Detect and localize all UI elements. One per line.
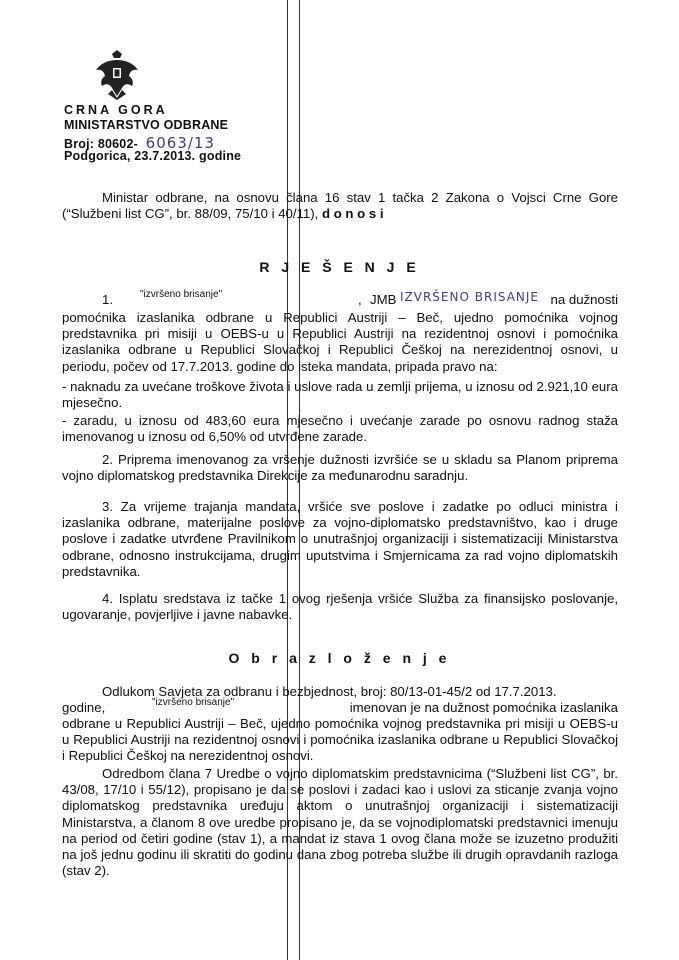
item4-paragraph — [62, 591, 618, 623]
item1-number: 1. — [102, 292, 113, 307]
item1-jmb-label: JMB — [370, 292, 397, 307]
item3-paragraph — [62, 499, 618, 580]
reason2-text: Odredbom člana 7 Uredbe o vojno diplomatskim predstavnicima (“Službeni list CG”, br. 43/08, 17/10 i 55/12), propisano je da se poslovi i zadaci kao i uslovi za sticanje zvanja vojno diplomatskog predstavnika uređuju aktom o unutrašnjoj organizaciji i sistematizaciji Ministarstva, a članom 8 ove uredbe propisano je, da se vojnodiplomatski predstavnici imenuju na period od četiri godine (stav 1), a mandat iz stava 1 ovog člana može se izuzetno produžiti na još jednu godinu ili skratiti do godinu dana zbog potreba službe ili drugih opravdanih razloga (stav 2). — [62, 766, 618, 879]
intro-text: Ministar odbrane, na osnovu člana 16 stav 1 tačka 2 Zakona o Vojsci Crne Gore (“Službeni list CG”, br. 88/09, 75/10 i 40/11), — [62, 190, 618, 222]
header-place-date: Podgorica, 23.7.2013. godine — [64, 149, 242, 163]
item3-text: 3. Za vrijeme trajanja mandata, vršiće sve poslove i zadatke po odluci ministra i izaslanika odbrane, materijalne poslove za vojno-diplomatsko predstavništvo, kao i druge poslove i zadatke utvrđene Pravilnikom o unutrašnjoj organizaciji i sistematizaciji Ministarstva odbrane, odnosno instrukcijama, drugim uputstvima i Smjernicama za rad vojno diplomatskih predstavnika. — [62, 499, 618, 579]
reason1-redacted-note: "izvršeno brisanje" — [152, 697, 235, 708]
number-label: Broj: 80602- — [64, 137, 138, 151]
item4-text: 4. Isplatu sredstava iz tačke 1 ovog rješenja vršiće Služba za finansijsko poslovanje, ugovaranje, povjerljive i javne nabavke. — [62, 591, 618, 623]
reason1-godine: godine, — [62, 700, 106, 715]
reason1-continuation — [62, 716, 618, 765]
intro-paragraph — [62, 190, 618, 222]
reason1-rest-first: imenovan je na dužnost pomoćnika izaslanika — [349, 700, 618, 715]
number-handwritten: 6063/13 — [145, 134, 215, 152]
item1-jmb-handwritten: IZVRŠENO BRISANJE — [400, 290, 539, 304]
intro-verb: d o n o s i — [321, 206, 384, 222]
reason1-start: Odlukom Savjeta za odbranu i bezbjednost, broj: 80/13-01-45/2 od 17.7.2013. — [102, 684, 557, 699]
reasoning-title: O b r a z l o ž e n j e — [228, 650, 451, 666]
item1-bullet2: - zaradu, u iznosu od 483,60 eura mjesečno i uvećanje zarade po osnovu radnog staža imenovanog u iznosu od 6,50% od utvrđene zarade. — [62, 413, 618, 445]
item1-body-text: pomoćnika izaslanika odbrane u Republici Austriji – Beč, ujedno pomoćnika vojnog predstavnika pri misiji u OEBS-u u Republici Austriji na rezidentnoj osnovi i pomoćnika izaslanika odbrane u Republici Slovačkoj i Republici Češkoj na nerezidentnoj osnovi, u periodu, počev od 17.7.2013. godine do isteka mandata, pripada pravo na: — [62, 310, 618, 374]
reason1-first-line — [62, 684, 618, 700]
header-country: CRNA GORA — [64, 103, 168, 117]
item2-paragraph — [62, 452, 618, 484]
coat-of-arms-emblem — [92, 50, 142, 100]
item1-bullet1: - naknadu za uvećane troškove života i uslove rada u zemlji prijema, u iznosu od 2.921,10 eura mjesečno. — [62, 378, 618, 411]
reason1-rest: odbrane u Republici Austriji – Beč, ujedno pomoćnika vojnog predstavnika pri misiji u OEBS-u u Republici Austriji na rezidentnoj osnovi i pomoćnika izaslanika odbrane u Republici Slovačkoj i Republici Češkoj na nerezidentnoj osnovi. — [62, 716, 618, 764]
decision-title: R J E Š E N J E — [259, 259, 420, 275]
header-ministry: MINISTARSTVO ODBRANE — [64, 118, 229, 132]
item1-body — [62, 310, 618, 446]
reason2-paragraph — [62, 766, 618, 879]
item1-tail: na dužnosti — [550, 292, 618, 307]
item2-text: 2. Priprema imenovanog za vršenje dužnosti izvršiće se u skladu sa Planom priprema vojno diplomatskog predstavnika Direkcije za međunarodnu saradnju. — [62, 452, 618, 484]
item1-redacted-note: "izvršeno brisanje" — [140, 289, 223, 300]
item1-comma: , — [358, 292, 362, 307]
